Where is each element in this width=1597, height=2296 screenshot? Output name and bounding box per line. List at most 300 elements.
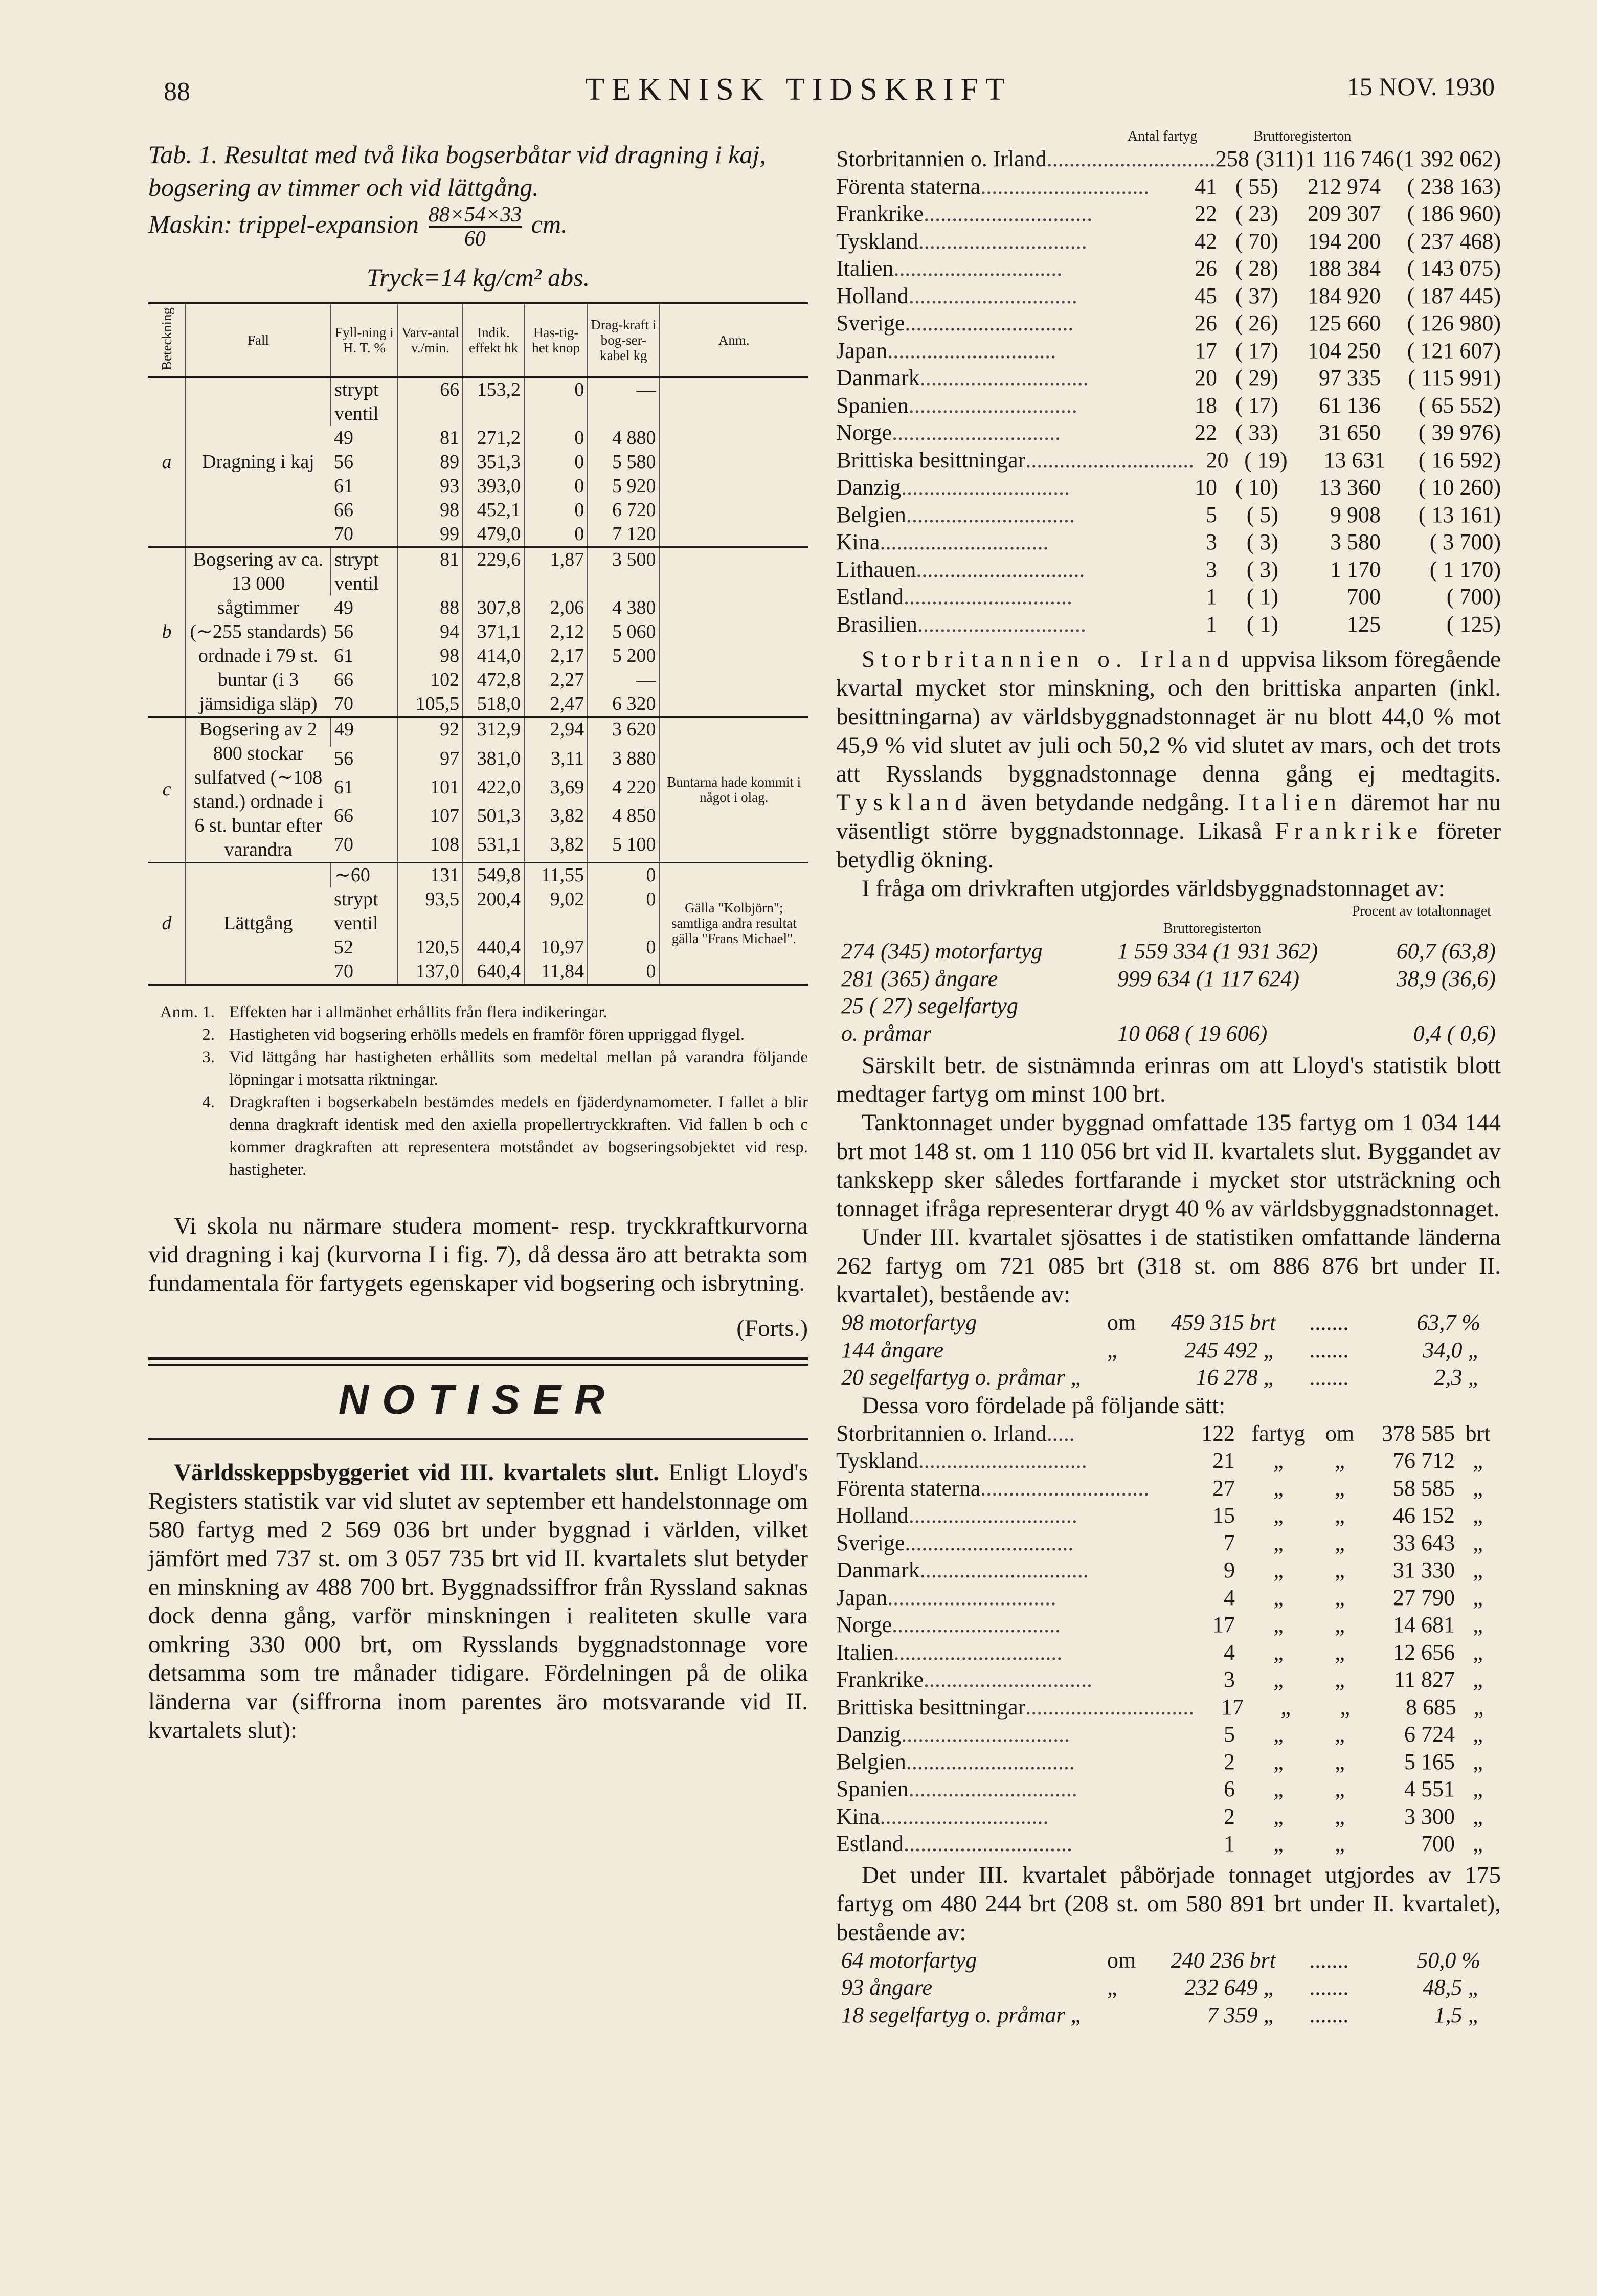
propulsion-brt: [1117, 992, 1347, 1020]
country-name: Japan: [836, 338, 888, 363]
page-number: 88: [164, 77, 190, 106]
brt-now: 209 307: [1308, 201, 1381, 226]
table-cell: 101: [398, 775, 463, 804]
propulsion-type: o. pråmar: [841, 1020, 932, 1046]
table-cell: 93: [398, 474, 463, 498]
header-brt: Bruttoregisterton: [1253, 128, 1352, 144]
note-item: [148, 1091, 808, 1181]
table-header-cell: [148, 303, 186, 377]
brt-now: 3 580: [1330, 529, 1381, 554]
fartyg-label: „: [1273, 1448, 1284, 1473]
table-cell: strypt ventil: [331, 547, 398, 596]
distribution-row: [836, 1639, 1501, 1666]
table-cell: 200,4: [463, 887, 524, 935]
om-label: „: [1335, 1722, 1345, 1747]
header-antal: Antal fartyg: [1128, 128, 1198, 144]
brt-now: 1 116 746: [1305, 146, 1394, 171]
spaced-france: Frankrike: [1275, 818, 1424, 844]
table-cell: 0: [524, 474, 588, 498]
propulsion-type: 25 ( 27) segelfartyg: [841, 993, 1018, 1018]
brt-prev: ( 16 592): [1418, 447, 1501, 473]
country-row: [836, 337, 1501, 365]
vessel-om: „: [1107, 1337, 1117, 1363]
dot-leader: ..............................: [901, 1722, 1070, 1747]
ships-now: 22: [1195, 420, 1217, 445]
ships-prev: ( 1): [1246, 611, 1278, 637]
table-cell: 98: [398, 498, 463, 522]
table-cell: 0: [524, 522, 588, 547]
table-cell: 518,0: [463, 692, 524, 717]
ships-now: 3: [1206, 529, 1217, 554]
para-germany-text: även betydande nedgång.: [981, 789, 1230, 816]
dot-leader: ..............................: [918, 228, 1087, 254]
distribution-row: [836, 1721, 1501, 1748]
table-cell: 61: [334, 644, 353, 666]
country-name: Japan: [836, 1585, 888, 1610]
table-cell: 98: [398, 644, 463, 668]
brt-unit: „: [1473, 1776, 1483, 1801]
table-cell: 81: [398, 426, 463, 450]
table-cell: 89: [398, 450, 463, 474]
table-cell: 97: [398, 747, 463, 775]
begun-row: [836, 1974, 1501, 2001]
ships-now: 42: [1195, 228, 1217, 254]
table-cell: 153,2: [463, 377, 524, 426]
brt-prev: ( 121 607): [1407, 338, 1501, 363]
country-name: Spanien: [836, 392, 909, 418]
country-name: Frankrike: [836, 201, 924, 226]
brt-prev: ( 10 260): [1418, 475, 1501, 500]
ship-count: 5: [1224, 1722, 1235, 1747]
fraction-denominator: 60: [464, 227, 486, 251]
table-cell: 88: [398, 596, 463, 620]
table-cell: 5 100: [588, 833, 659, 862]
dot-leader: ..............................: [924, 1667, 1093, 1692]
brt-unit: „: [1473, 1749, 1483, 1774]
table-header-cell: Fyll-ning i H. T. %: [331, 303, 398, 377]
propulsion-type: 281 (365) ångare: [841, 966, 998, 991]
ships-now: 5: [1206, 502, 1217, 527]
results-table: [148, 302, 808, 986]
caption-fraction: [429, 204, 522, 250]
brt-value: 4 551: [1404, 1776, 1455, 1801]
brt-value: 58 585: [1393, 1475, 1455, 1501]
table-cell: 0: [588, 862, 659, 887]
table-cell: 422,0: [463, 775, 524, 804]
table-cell: 4 220: [588, 775, 659, 804]
ships-prev: ( 19): [1244, 447, 1288, 473]
dot-leader: ..............................: [903, 1831, 1072, 1856]
dot-leader: ..............................: [918, 1448, 1087, 1473]
dot-leader: ..............................: [905, 1530, 1074, 1555]
table-cell: 66: [334, 805, 353, 827]
country-row: [836, 528, 1501, 556]
country-row: [836, 583, 1501, 611]
table-cell: 414,0: [463, 644, 524, 668]
page-header: [0, 66, 1597, 118]
table-cell: 501,3: [463, 804, 524, 833]
brt-unit: „: [1473, 1585, 1483, 1610]
caption-text: Tab. 1. Resultat med två lika bogserbåtar vid dragning i kaj, bogsering av timmer och vid lättgång.: [148, 140, 766, 202]
fartyg-label: „: [1273, 1639, 1284, 1665]
ship-count: 3: [1224, 1667, 1235, 1692]
dot-leader: ..............................: [906, 502, 1075, 527]
country-name: Estland: [836, 1831, 904, 1856]
brt-unit: „: [1473, 1503, 1483, 1528]
propulsion-type: 274 (345) motorfartyg: [841, 939, 1043, 964]
distribution-row: [836, 1611, 1501, 1639]
note-text: Dragkraften i bogserkabeln bestämdes medels en fjäderdynamometer. I fallet a blir denna dragkraft identisk med den axiella propellertryckkraften. Vid fallen b och c kommer dragkraften att representera motståndet av bogseringsobjektet vid resp. hastigheter.: [229, 1093, 808, 1179]
ships-prev: ( 37): [1235, 283, 1278, 308]
table-cell: 11,84: [524, 960, 588, 985]
table-cell: —: [588, 377, 659, 426]
table-cell: 371,1: [463, 620, 524, 644]
header-spacer: [836, 128, 1128, 145]
dot-leader: ..............................: [919, 365, 1089, 390]
brt-now: 194 200: [1308, 228, 1381, 254]
brt-value: 12 656: [1393, 1639, 1455, 1665]
brt-unit: „: [1473, 1475, 1483, 1501]
table-cell: 11,55: [524, 862, 588, 887]
brt-value: 11 827: [1393, 1667, 1455, 1692]
dot-leader: ..............................: [916, 556, 1085, 582]
vessel-om: [1107, 2001, 1143, 2029]
om-label: „: [1335, 1475, 1345, 1501]
vessel-brt: 232 649 „: [1184, 1975, 1276, 2000]
brt-prev: ( 237 468): [1407, 228, 1501, 254]
country-row: [836, 474, 1501, 501]
ships-prev: ( 1): [1246, 584, 1278, 609]
dot-leader: ..............................: [908, 1503, 1077, 1528]
ships-prev: ( 10): [1235, 475, 1278, 500]
group-id: a: [148, 377, 186, 547]
brt-value: 46 152: [1393, 1503, 1455, 1528]
vessel-om: om: [1107, 1310, 1136, 1335]
note-key: 4.: [202, 1093, 215, 1111]
para-launched: Under III. kvartalet sjösattes i de statistiken omfattande länderna 262 fartyg om 721 085 brt (318 st. om 886 876 brt under II. kvartalet), bestående av:: [836, 1224, 1501, 1308]
table-cell: 108: [398, 833, 463, 862]
dot-leader: .......: [1310, 1365, 1349, 1390]
country-name: Italien: [836, 1639, 894, 1665]
country-name: Danzig: [836, 1722, 902, 1747]
ships-now: 45: [1195, 283, 1217, 308]
country-name: Kina: [836, 1803, 880, 1829]
vessel-type: 98 motorfartyg: [841, 1310, 977, 1335]
om-label: om: [1325, 1420, 1355, 1446]
ships-now: 26: [1195, 310, 1217, 336]
table-header-cell: Varv-antal v./min.: [398, 303, 463, 377]
vessel-om: „: [1107, 1975, 1117, 2000]
brt-unit: „: [1473, 1612, 1483, 1637]
dot-leader: ..............................: [1025, 1694, 1195, 1720]
dot-leader: ..............................: [980, 173, 1150, 199]
table-cell: 3,11: [524, 747, 588, 775]
country-name: Brasilien: [836, 611, 917, 637]
table-cell: 70: [334, 834, 353, 856]
header-gap: [1197, 128, 1253, 145]
ship-count: 2: [1224, 1749, 1235, 1774]
propulsion-row: [836, 1020, 1501, 1047]
para-lloyds: Särskilt betr. de sistnämnda erinras om att Lloyd's statistik blott medtager fartyg om minst 100 brt.: [836, 1052, 1501, 1107]
brt-now: 184 920: [1308, 283, 1381, 308]
right-column: [836, 128, 1501, 2028]
brt-prev: ( 143 075): [1407, 256, 1501, 281]
propulsion-brt: 1 559 334 (1 931 362): [1117, 939, 1318, 964]
table-cell: 4 380: [588, 596, 659, 620]
brt-value: 6 724: [1404, 1722, 1455, 1747]
brt-now: 125 660: [1308, 310, 1381, 336]
brt-prev: ( 1 170): [1429, 556, 1501, 582]
distribution-row: [836, 1830, 1501, 1858]
fartyg-label: „: [1273, 1557, 1284, 1582]
table-cell: 307,8: [463, 596, 524, 620]
om-label: „: [1335, 1831, 1345, 1856]
country-name: Italien: [836, 256, 894, 281]
table-notes: [148, 1001, 808, 1181]
dot-leader: ..............................: [880, 1803, 1049, 1829]
country-name: Tyskland: [836, 1448, 918, 1473]
fartyg-label: „: [1280, 1694, 1291, 1720]
fartyg-label: „: [1273, 1585, 1284, 1610]
brt-now: 13 360: [1319, 475, 1381, 500]
country-name: Förenta staterna: [836, 173, 981, 199]
table-cell: 0: [588, 887, 659, 935]
country-row: [836, 173, 1501, 200]
country-row: [836, 228, 1501, 255]
dot-leader: ..............................: [1025, 447, 1195, 473]
brt-value: 27 790: [1393, 1585, 1455, 1610]
table-cell: 94: [398, 620, 463, 644]
distribution-row: [836, 1803, 1501, 1831]
group-id: d: [148, 862, 186, 985]
om-label: „: [1335, 1530, 1345, 1555]
brt-value: 33 643: [1393, 1530, 1455, 1555]
table-cell: 351,3: [463, 450, 524, 474]
ship-count: 1: [1224, 1831, 1235, 1856]
table-header-cell: Indik. effekt hk: [463, 303, 524, 377]
brt-now: 104 250: [1308, 338, 1381, 363]
brt-unit: „: [1473, 1557, 1483, 1582]
table-header-cell: Drag-kraft i bog-ser-kabel kg: [588, 303, 659, 377]
distribution-row: [836, 1529, 1501, 1557]
table-cell: 66: [334, 499, 353, 521]
dot-leader: ..............................: [893, 256, 1063, 281]
notis-body: Enligt Lloyd's Registers statistik var vid slutet av september ett handelstonnage om 580 fartyg med 2 569 036 brt under byggnad i världen, vilket jämfört med 737 st. om 3 057 735 brt vid II. kvartalets slut betyder en minskning av 488 700 brt. Byggnadssiffror från Ryssland saknas dock denna gång, varför minskningen i realiteten skulle vara omkring 330 000 brt, om Rysslands byggnadstonnage vore detsamma som tre månader tidigare. Fördelningen på de olika länderna var (siffrorna inom parentes äro motsvarande vid II. kvartalets slut):: [148, 1459, 808, 1744]
ship-count: 7: [1224, 1530, 1235, 1555]
group-case: Bogsering av ca. 13 000 sågtimmer (∼255 standards) ordnade i 79 st. buntar (i 3 jämsidiga släp): [186, 547, 331, 717]
ship-count: 2: [1224, 1803, 1235, 1829]
table-cell: 3,82: [524, 804, 588, 833]
caption-machine: Maskin: trippel-expansion: [148, 209, 419, 238]
dot-leader: .......: [1310, 1947, 1349, 1973]
brt-now: 9 908: [1330, 502, 1381, 527]
table-cell: 92: [398, 717, 463, 746]
notis-title: Världsskeppsbyggeriet vid III. kvartalets slut.: [174, 1459, 659, 1486]
ships-prev: ( 28): [1235, 256, 1278, 281]
brt-now: 97 335: [1319, 365, 1381, 390]
dot-leader: ..............................: [892, 420, 1061, 445]
fartyg-label: „: [1273, 1530, 1284, 1555]
left-paragraph: Vi skola nu närmare studera moment- resp. tryckkraftkurvorna vid dragning i kaj (kurvorna I i fig. 7), då dessa äro att betrakta som fundamentala för fartygets egenskaper vid bogsering och isbrytning.: [148, 1212, 808, 1297]
ships-prev: ( 23): [1235, 201, 1278, 226]
country-name: Belgien: [836, 1749, 906, 1774]
distribution-row: [836, 1693, 1501, 1721]
table-cell: 549,8: [463, 862, 524, 887]
brt-value: 76 712: [1393, 1448, 1455, 1473]
distribution-row: [836, 1556, 1501, 1584]
propulsion-percent: 0,4 ( 0,6): [1413, 1020, 1496, 1046]
dot-leader: ..............................: [1046, 146, 1216, 171]
brt-prev: ( 187 445): [1407, 283, 1501, 308]
table-cell: 531,1: [463, 833, 524, 862]
vessel-percent: 48,5 „: [1423, 1975, 1480, 2000]
table-cell: 137,0: [398, 960, 463, 985]
vessel-percent: 1,5 „: [1434, 2002, 1480, 2027]
brt-prev: ( 186 960): [1407, 201, 1501, 226]
header-vertical-text: Beteckning: [159, 307, 174, 370]
para-drive: I fråga om drivkraften utgjordes världsbyggnadstonnaget av:: [862, 875, 1445, 902]
dot-leader: .......: [1310, 1975, 1349, 2000]
brt-prev: ( 238 163): [1407, 173, 1501, 199]
dot-leader: ..............................: [905, 310, 1074, 336]
spaced-britain: Storbritannien o. Irland: [862, 646, 1235, 673]
table-cell: 61: [334, 475, 353, 497]
fartyg-label: „: [1273, 1722, 1284, 1747]
table-cell: 3 880: [588, 747, 659, 775]
om-label: „: [1335, 1448, 1345, 1473]
issue-date: 15 NOV. 1930: [1346, 72, 1495, 101]
brt-now: 1 170: [1330, 556, 1381, 582]
ships-now: 10: [1195, 475, 1217, 500]
group-remark: [660, 547, 808, 717]
country-row: [836, 392, 1501, 419]
country-name: Brittiska besittningar: [836, 1694, 1026, 1720]
distribution-table: [836, 1420, 1501, 1858]
notiser-heading: NOTISER: [338, 1376, 618, 1423]
ships-now: 20: [1206, 447, 1229, 473]
ships-now: 258: [1215, 146, 1249, 171]
vessel-brt: 245 492 „: [1184, 1337, 1276, 1363]
brt-unit: „: [1473, 1694, 1484, 1720]
table-cell: 6 320: [588, 692, 659, 717]
ship-count: 4: [1224, 1639, 1235, 1665]
brt-prev: ( 115 991): [1408, 365, 1501, 390]
brt-value: 14 681: [1393, 1612, 1455, 1637]
fartyg-label: „: [1273, 1612, 1284, 1637]
brt-unit: „: [1473, 1803, 1483, 1829]
table-cell: 3,82: [524, 833, 588, 862]
note-text: Vid lättgång har hastigheten erhållits som medeltal mellan på varandra följande löpningar i motsatta riktningar.: [229, 1047, 808, 1089]
group-remark: Buntarna hade kommit i något i olag.: [660, 717, 808, 862]
table-cell: 49: [331, 717, 398, 746]
ships-prev: ( 29): [1235, 365, 1278, 390]
dot-leader: ..............................: [919, 1557, 1089, 1582]
country-name: Danzig: [836, 475, 902, 500]
country-row: [836, 282, 1501, 310]
om-label: „: [1335, 1639, 1345, 1665]
dot-leader: ..............................: [924, 201, 1093, 226]
ships-prev: ( 3): [1246, 556, 1278, 582]
brt-value: 31 330: [1393, 1557, 1455, 1582]
table-cell: 93,5: [398, 887, 463, 935]
fraction-numerator: 88×54×33: [428, 203, 522, 227]
brt-value: 3 300: [1404, 1803, 1455, 1829]
ship-count: 15: [1212, 1503, 1235, 1528]
country-name: Lithauen: [836, 556, 916, 582]
country-row: [836, 255, 1501, 282]
table-row: [148, 717, 808, 746]
note-key: Anm. 1.: [160, 1002, 215, 1021]
vessel-type: 64 motorfartyg: [841, 1947, 977, 1973]
note-key: 2.: [202, 1025, 215, 1044]
brt-value: 378 585: [1382, 1420, 1455, 1446]
table-cell: 105,5: [398, 692, 463, 717]
brt-prev: ( 39 976): [1418, 420, 1501, 445]
brt-value: 8 685: [1405, 1694, 1456, 1720]
ships-prev: ( 17): [1235, 338, 1278, 363]
dot-leader: ..............................: [880, 529, 1049, 554]
country-name: Estland: [836, 584, 904, 609]
para-britain-text: uppvisa liksom föregående kvartal mycket stor minskning, och den brittiska anparten (inkl. besittningarna) av världsbyggnadstonnaget är nu blott 44,0 % mot 45,9 % vid slutet av juli och 50,2 % vid slutet av mars, och det trots att Rysslands byggnadstonnage denna gång ej medtagits.: [836, 646, 1501, 787]
brt-prev: ( 125): [1446, 611, 1501, 637]
table-cell: 81: [398, 547, 463, 596]
dot-leader: .......: [1310, 1337, 1349, 1363]
fartyg-label: „: [1273, 1803, 1284, 1829]
table-cell: —: [588, 668, 659, 692]
ships-prev: ( 3): [1246, 529, 1278, 554]
country-name: Danmark: [836, 1557, 920, 1582]
table-cell: 70: [334, 693, 353, 715]
table-cell: 5 200: [588, 644, 659, 668]
table-cell: 66: [334, 668, 353, 690]
country-name: Frankrike: [836, 1667, 924, 1692]
country-name: Brittiska besittningar: [836, 447, 1026, 473]
table-cell: 99: [398, 522, 463, 547]
dot-leader: ..............................: [908, 1776, 1077, 1801]
ships-now: 18: [1195, 392, 1217, 418]
table-cell: 6 720: [588, 498, 659, 522]
table-cell: 2,27: [524, 668, 588, 692]
country-name: Holland: [836, 1503, 909, 1528]
group-remark: [660, 377, 808, 547]
table-cell: 0: [524, 498, 588, 522]
brt-now: 61 136: [1319, 392, 1381, 418]
fartyg-label: „: [1273, 1776, 1284, 1801]
countries-table-header: [836, 128, 1501, 145]
table-cell: 56: [334, 620, 353, 642]
distribution-row: [836, 1475, 1501, 1502]
country-name: Spanien: [836, 1776, 909, 1801]
ships-now: 3: [1206, 556, 1217, 582]
brt-now: 700: [1347, 584, 1381, 609]
country-row: [836, 309, 1501, 337]
vessel-om: om: [1107, 1947, 1136, 1973]
vessel-type: 93 ångare: [841, 1975, 933, 2000]
table-cell: 2,17: [524, 644, 588, 668]
om-label: „: [1335, 1557, 1345, 1582]
begun-table: [836, 1947, 1501, 2029]
propulsion-brt: 10 068 ( 19 606): [1117, 1020, 1268, 1046]
dot-leader: ..............................: [887, 338, 1056, 363]
table-cell: 131: [398, 862, 463, 887]
table-cell: 271,2: [463, 426, 524, 450]
caption-unit: cm.: [531, 209, 568, 238]
ships-now: 22: [1195, 201, 1217, 226]
table-cell: 56: [334, 451, 353, 473]
vessel-percent: 2,3 „: [1434, 1365, 1480, 1390]
table-row: [148, 547, 808, 596]
distribution-row: [836, 1584, 1501, 1612]
